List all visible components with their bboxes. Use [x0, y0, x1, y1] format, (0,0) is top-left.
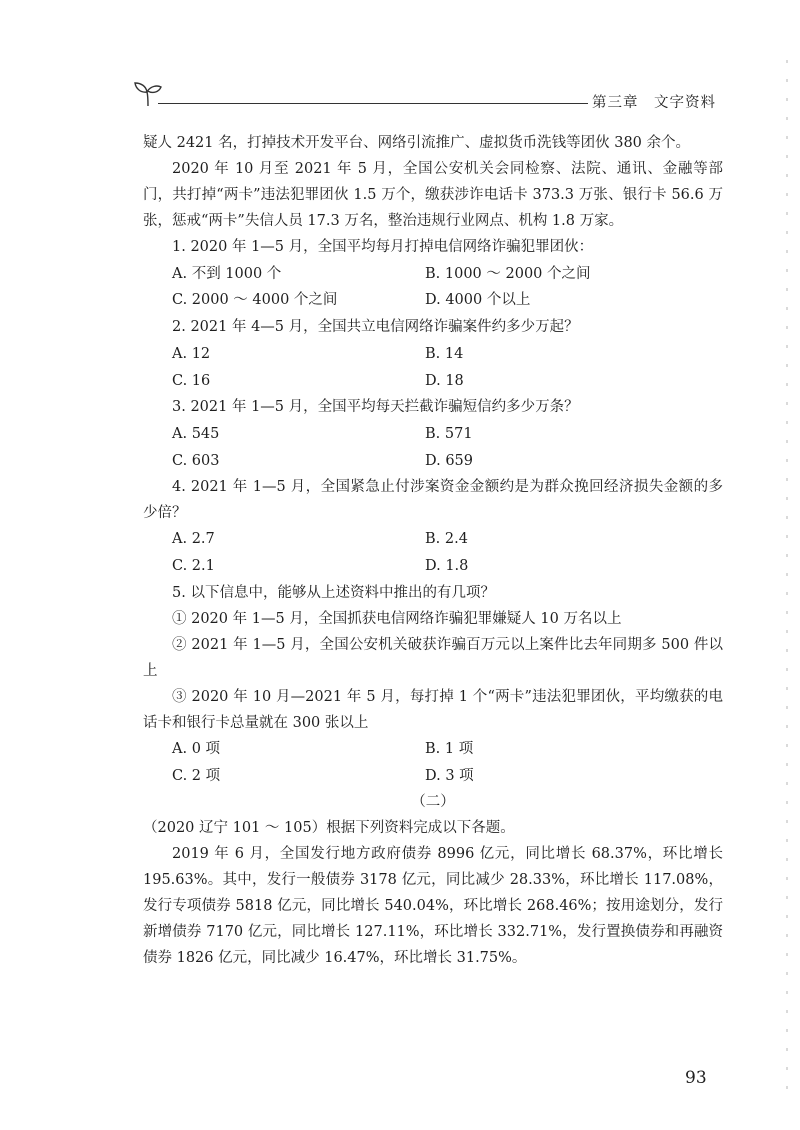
option-b[interactable]: B. 2.4: [425, 531, 468, 548]
option-a[interactable]: A. 0 项: [172, 741, 221, 758]
material-paragraph: 疑人 2421 名，打掉技术开发平台、网络引流推广、虚拟货币洗钱等团伙 380 余个。: [143, 135, 691, 151]
question-stem: 1. 2020 年 1—5 月，全国平均每月打掉电信网络诈骗犯罪团伙：: [172, 239, 594, 255]
section-heading: （二）: [411, 793, 455, 810]
option-list: [143, 526, 723, 579]
option-a[interactable]: A. 2.7: [172, 531, 215, 548]
page-number: 93: [685, 1068, 707, 1088]
question-1: [143, 234, 723, 314]
chapter-title: 第三章 文字资料: [592, 95, 716, 111]
option-d[interactable]: D. 4000 个以上: [425, 292, 531, 309]
option-b[interactable]: B. 1 项: [425, 741, 474, 758]
option-c[interactable]: C. 2 项: [172, 768, 221, 785]
question-stem: 5. 以下信息中，能够从上述资料中推出的有几项？: [172, 584, 495, 601]
option-d[interactable]: D. 3 项: [425, 768, 474, 785]
option-d[interactable]: D. 1.8: [425, 558, 469, 575]
option-c[interactable]: C. 16: [172, 372, 211, 389]
statement-1: ① 2020 年 1—5 月，全国抓获电信网络诈骗犯罪嫌疑人 10 万名以上: [172, 611, 622, 628]
option-list: [143, 341, 723, 394]
material-paragraph: 2020 年 10 月至 2021 年 5 月，全国公安机关会同检察、法院、通讯、金融等部门，共打掉“两卡”违法犯罪团伙 1.5 万个，缴获涉诈电话卡 373.3 万张、银行卡 56.6 万张，惩戒“两卡”失信人员 17.3 万名，整治违规行业网点、机构 1.8 万家。: [143, 161, 723, 229]
option-b[interactable]: B. 571: [425, 425, 473, 442]
question-3: [143, 394, 723, 474]
option-b[interactable]: B. 1000 ～ 2000 个之间: [425, 265, 591, 282]
option-list: [143, 421, 723, 474]
question-stem: 4. 2021 年 1—5 月，全国紧急止付涉案资金金额约是为群众挽回经济损失金额的多少倍？: [143, 479, 723, 522]
option-a[interactable]: A. 545: [172, 425, 220, 442]
option-list: [143, 261, 723, 314]
option-a[interactable]: A. 不到 1000 个: [172, 265, 282, 282]
section-instruction: （2020 辽宁 101 ～ 105）根据下列资料完成以下各题。: [143, 819, 515, 836]
option-list: [143, 736, 723, 789]
question-5: [143, 580, 723, 790]
option-b[interactable]: B. 14: [425, 345, 464, 362]
question-stem: 3. 2021 年 1—5 月，全国平均每天拦截诈骗短信约多少万条？: [172, 399, 579, 416]
statement-2: ② 2021 年 1—5 月，全国公安机关破获诈骗百万元以上案件比去年同期多 500 件以上: [143, 637, 723, 680]
option-d[interactable]: D. 659: [425, 452, 474, 469]
option-a[interactable]: A. 12: [172, 345, 211, 362]
question-stem: 2. 2021 年 4—5 月，全国共立电信网络诈骗案件约多少万起？: [172, 319, 579, 336]
material-paragraph: 2019 年 6 月，全国发行地方政府债券 8996 亿元，同比增长 68.37%，环比增长 195.63%。其中，发行一般债券 3178 亿元，同比减少 28.33%，环比增长 117.08%，发行专项债券 5818 亿元，同比增长 540.04%，环比增长 268.46%；按用途划分，发行新增债券 7170 亿元，同比增长 127.11%，环比增长 332.71%，发行置换债券和再融资债券 1826 亿元，同比减少 16.47%，环比增长 31.75%。: [143, 845, 723, 966]
option-c[interactable]: C. 603: [172, 452, 220, 469]
running-header: [0, 0, 800, 130]
option-d[interactable]: D. 18: [425, 372, 464, 389]
option-c[interactable]: C. 2000 ～ 4000 个之间: [172, 292, 338, 309]
page-body: [143, 130, 723, 971]
statement-3: ③ 2020 年 10 月—2021 年 5 月，每打掉 1 个“两卡”违法犯罪团伙，平均缴获的电话卡和银行卡总量就在 300 张以上: [143, 689, 723, 732]
header-rule: [158, 103, 588, 104]
question-4: [143, 474, 723, 579]
header-rule-tail: [565, 103, 587, 104]
question-2: [143, 314, 723, 394]
option-c[interactable]: C. 2.1: [172, 558, 215, 575]
scan-edge: [786, 60, 788, 1100]
